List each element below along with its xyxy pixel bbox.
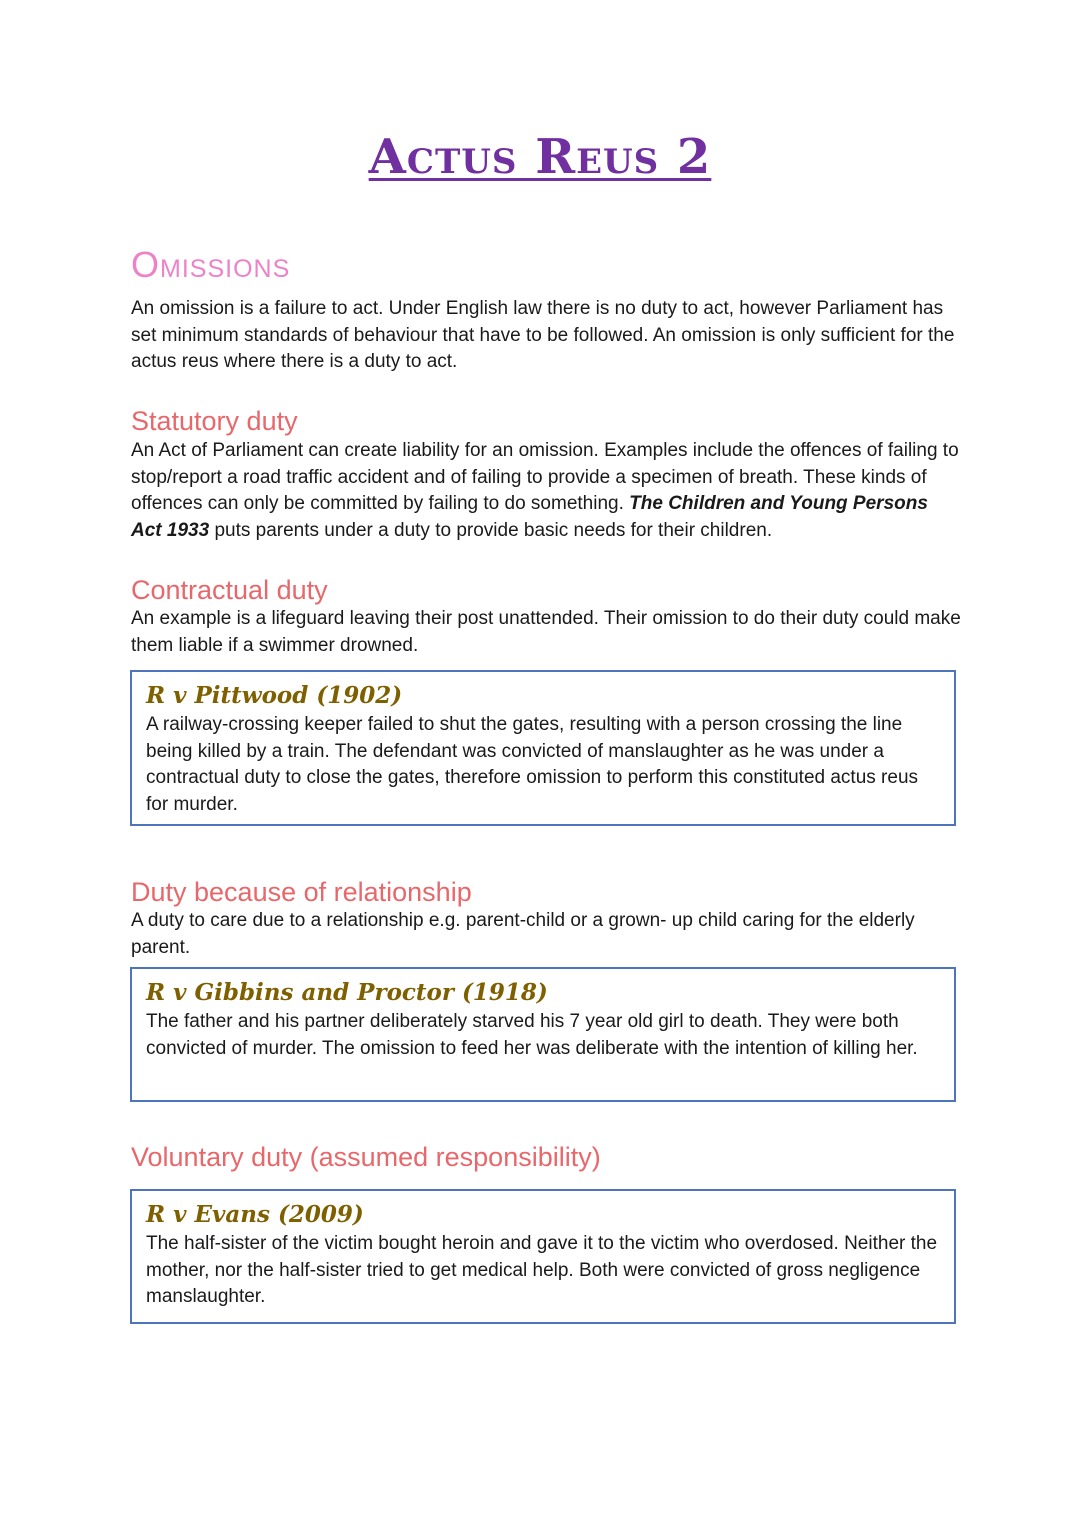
statutory-text-before: An Act of Parliament can create liability for an omission. Examples include the offences of failing to stop/report a road traffic accident and of failing to provide a specimen of breath. These kinds of offences can only be committed by failing to do something. bbox=[131, 440, 959, 514]
statutory-text-after: puts parents under a duty to provide basic needs for their children. bbox=[209, 519, 773, 541]
case-box-evans bbox=[130, 1189, 956, 1324]
case-box-pittwood bbox=[130, 670, 956, 826]
page-title-text: Actus Reus 2 bbox=[368, 129, 712, 185]
page-title bbox=[0, 128, 1080, 186]
voluntary-duty-heading: Voluntary duty (assumed responsibility) bbox=[131, 1142, 601, 1172]
case-box-gibbins bbox=[130, 967, 956, 1102]
statutory-duty-text bbox=[131, 438, 961, 544]
case-name-gibbins: R v Gibbins and Proctor (1918) bbox=[146, 979, 548, 1006]
omissions-heading: Omissions bbox=[131, 244, 291, 285]
statutory-duty-heading: Statutory duty bbox=[131, 406, 298, 436]
contractual-duty-text: An example is a lifeguard leaving their post unattended. Their omission to do their duty could make them liable if a swimmer drowned. bbox=[131, 608, 961, 656]
contractual-duty-heading: Contractual duty bbox=[131, 575, 328, 605]
case-text-gibbins: The father and his partner deliberately starved his 7 year old girl to death. They were both convicted of murder. The omission to feed her was deliberate with the intention of killing her. bbox=[146, 1011, 918, 1059]
case-name-evans: R v Evans (2009) bbox=[146, 1201, 364, 1228]
case-name-pittwood: R v Pittwood (1902) bbox=[146, 682, 403, 709]
relationship-duty-text: A duty to care due to a relationship e.g. parent-child or a grown- up child caring for the elderly parent. bbox=[131, 910, 915, 958]
omissions-text: An omission is a failure to act. Under English law there is no duty to act, however Parliament has set minimum standards of behaviour that have to be followed. An omission is only sufficient for the actus reus where there is a duty to act. bbox=[131, 298, 955, 372]
statutory-act-name: The Children and Young Persons Act 1933 bbox=[131, 493, 928, 541]
relationship-duty-heading: Duty because of relationship bbox=[131, 877, 472, 907]
case-text-pittwood: A railway-crossing keeper failed to shut the gates, resulting with a person crossing the line being killed by a train. The defendant was convicted of manslaughter as he was under a contractual duty to close the gates, therefore omission to perform this constituted actus reus for murder. bbox=[146, 714, 919, 815]
case-text-evans: The half-sister of the victim bought heroin and gave it to the victim who overdosed. Neither the mother, nor the half-sister tried to get medical help. Both were convicted of gross negligence manslaughter. bbox=[146, 1233, 938, 1307]
